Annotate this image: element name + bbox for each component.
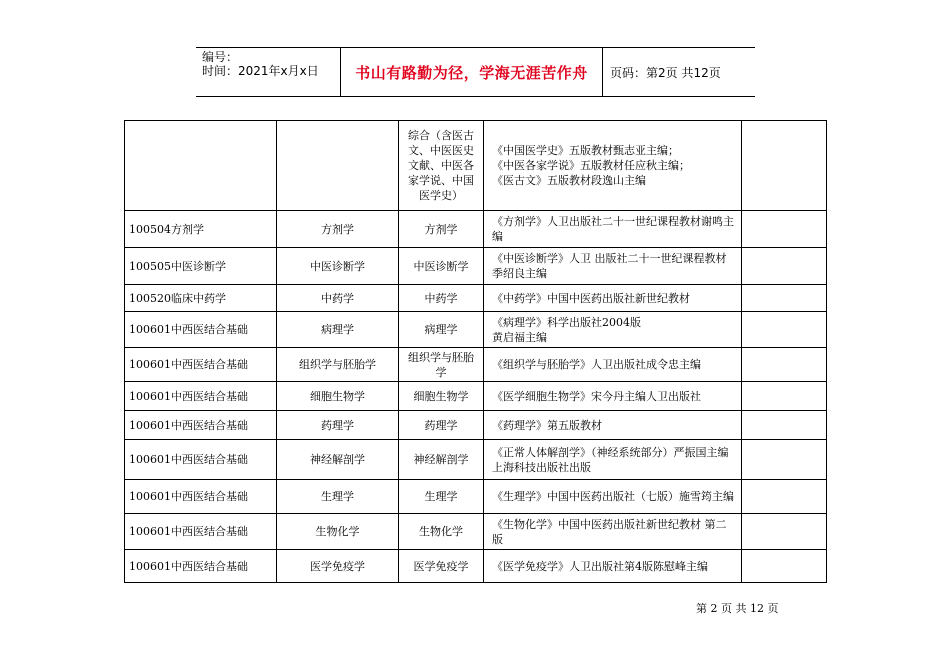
header-motto: 书山有路勤为径，学海无涯苦作舟 [355, 63, 588, 82]
subject-name-cell: 药理学 [277, 411, 399, 440]
note-cell [742, 211, 827, 248]
table-row [125, 550, 827, 583]
exam-subject-cell: 医学免疫学 [399, 550, 484, 583]
table-row [125, 121, 827, 211]
reference-books-cell: 《医学免疫学》人卫出版社第4版陈慰峰主编 [484, 550, 742, 583]
exam-subject-cell: 中药学 [399, 285, 484, 312]
exam-subject-cell: 病理学 [399, 312, 484, 348]
subject-code-cell: 100601中西医结合基础 [125, 312, 277, 348]
exam-subject-cell: 综合（含医古文、中医医史文献、中医各家学说、中国医学史） [399, 121, 484, 211]
catalog-table [124, 120, 827, 583]
number-label: 编号： [202, 50, 239, 64]
subject-name-cell: 中医诊断学 [277, 248, 399, 285]
header-divider [602, 48, 603, 96]
subject-code-cell: 100520临床中药学 [125, 285, 277, 312]
reference-books-cell: 《组织学与胚胎学》人卫出版社成令忠主编 [484, 348, 742, 382]
exam-subject-cell: 生物化学 [399, 514, 484, 550]
catalog-table-body [125, 121, 827, 583]
table-row [125, 514, 827, 550]
table-row [125, 312, 827, 348]
table-row [125, 411, 827, 440]
note-cell [742, 411, 827, 440]
note-cell [742, 248, 827, 285]
time-label: 时间：2021年x月x日 [202, 64, 319, 78]
reference-books-cell: 《药理学》第五版教材 [484, 411, 742, 440]
note-cell [742, 121, 827, 211]
note-cell [742, 480, 827, 514]
note-cell [742, 285, 827, 312]
table-row [125, 211, 827, 248]
exam-subject-cell: 方剂学 [399, 211, 484, 248]
reference-books-cell: 《病理学》科学出版社2004版 黄启福主编 [484, 312, 742, 348]
reference-books-cell: 《中药学》中国中医药出版社新世纪教材 [484, 285, 742, 312]
reference-books-cell: 《中医诊断学》人卫 出版社二十一世纪课程教材季绍良主编 [484, 248, 742, 285]
subject-code-cell: 100601中西医结合基础 [125, 348, 277, 382]
reference-books-cell: 《方剂学》人卫出版社二十一世纪课程教材谢鸣主编 [484, 211, 742, 248]
subject-name-cell: 生理学 [277, 480, 399, 514]
subject-code-cell: 100601中西医结合基础 [125, 411, 277, 440]
reference-books-cell: 《医学细胞生物学》宋今丹主编人卫出版社 [484, 382, 742, 411]
subject-name-cell [277, 121, 399, 211]
table-row [125, 480, 827, 514]
subject-name-cell: 方剂学 [277, 211, 399, 248]
header-page-info: 页码：第2页 共12页 [610, 65, 721, 80]
table-row [125, 248, 827, 285]
reference-books-cell: 《生理学》中国中医药出版社（七版）施雪筠主编 [484, 480, 742, 514]
subject-code-cell [125, 121, 277, 211]
note-cell [742, 312, 827, 348]
subject-code-cell: 100601中西医结合基础 [125, 480, 277, 514]
subject-code-cell: 100601中西医结合基础 [125, 514, 277, 550]
exam-subject-cell: 细胞生物学 [399, 382, 484, 411]
subject-name-cell: 神经解剖学 [277, 440, 399, 480]
note-cell [742, 348, 827, 382]
table-row [125, 440, 827, 480]
note-cell [742, 382, 827, 411]
exam-subject-cell: 组织学与胚胎学 [399, 348, 484, 382]
exam-subject-cell: 药理学 [399, 411, 484, 440]
exam-subject-cell: 中医诊断学 [399, 248, 484, 285]
subject-code-cell: 100601中西医结合基础 [125, 550, 277, 583]
subject-code-cell: 100505中医诊断学 [125, 248, 277, 285]
table-row [125, 348, 827, 382]
exam-subject-cell: 神经解剖学 [399, 440, 484, 480]
subject-name-cell: 病理学 [277, 312, 399, 348]
note-cell [742, 440, 827, 480]
subject-code-cell: 100601中西医结合基础 [125, 382, 277, 411]
page-header [196, 47, 755, 97]
table-row [125, 382, 827, 411]
subject-name-cell: 生物化学 [277, 514, 399, 550]
exam-subject-cell: 生理学 [399, 480, 484, 514]
page-footer: 第 2 页 共 12 页 [696, 602, 779, 615]
subject-name-cell: 细胞生物学 [277, 382, 399, 411]
subject-name-cell: 组织学与胚胎学 [277, 348, 399, 382]
reference-books-cell: 《中国医学史》五版教材甄志亚主编； 《中医各家学说》五版教材任应秋主编； 《医古文》五版教材段逸山主编 [484, 121, 742, 211]
subject-code-cell: 100601中西医结合基础 [125, 440, 277, 480]
subject-name-cell: 中药学 [277, 285, 399, 312]
table-row [125, 285, 827, 312]
reference-books-cell: 《生物化学》中国中医药出版社新世纪教材 第二版 [484, 514, 742, 550]
reference-books-cell: 《正常人体解剖学》（神经系统部分）严振国主编上海科技出版社出版 [484, 440, 742, 480]
note-cell [742, 550, 827, 583]
header-meta [202, 50, 342, 78]
subject-name-cell: 医学免疫学 [277, 550, 399, 583]
note-cell [742, 514, 827, 550]
subject-code-cell: 100504方剂学 [125, 211, 277, 248]
